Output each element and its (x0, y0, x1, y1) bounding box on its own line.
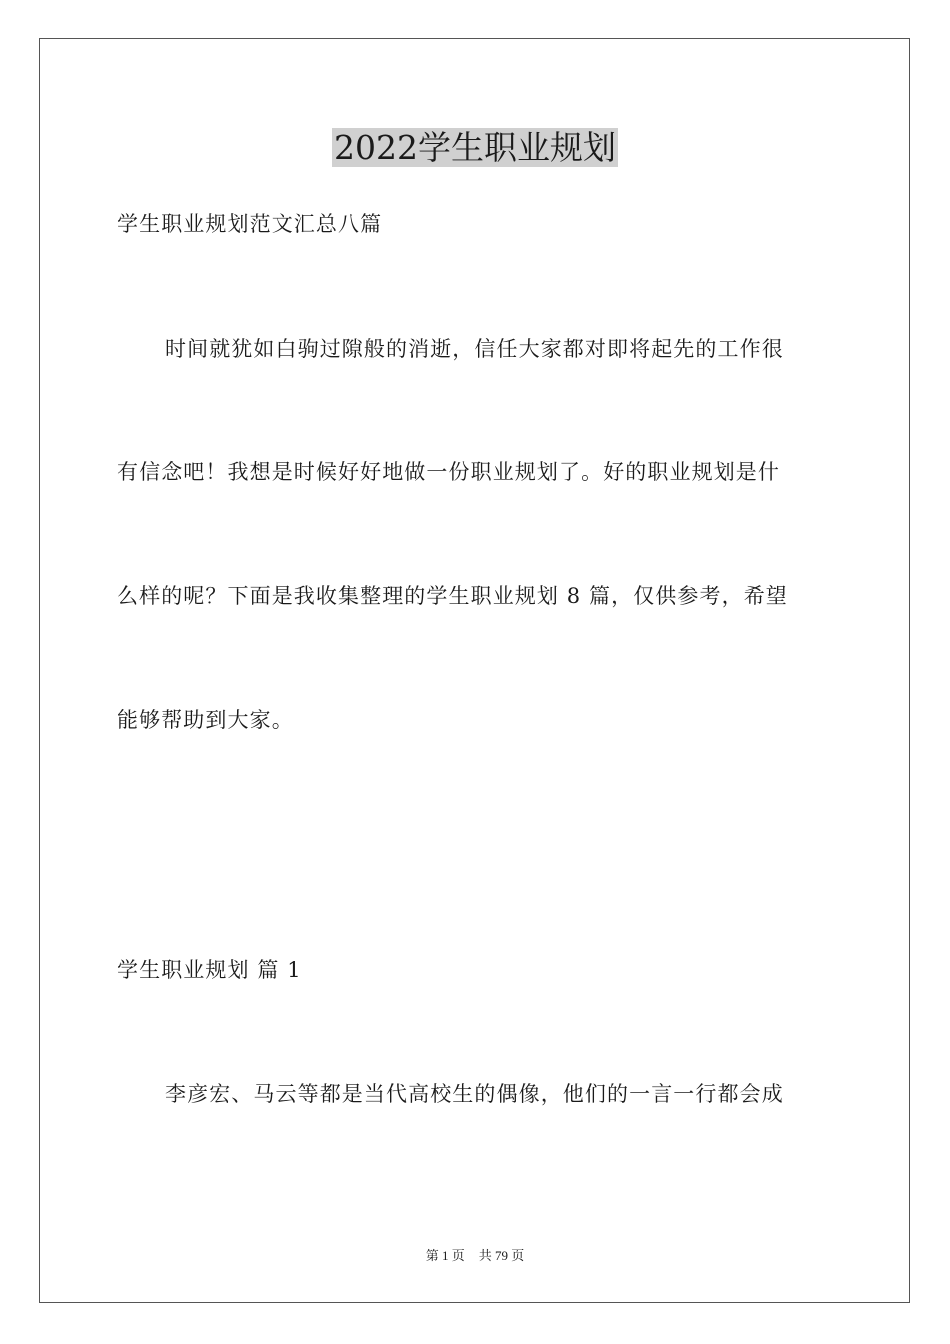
document-subtitle: 学生职业规划范文汇总八篇 (117, 212, 383, 236)
document-title-text: 2022学生职业规划 (334, 128, 616, 167)
page-number: 第 1 页 (425, 1248, 465, 1263)
intro-line-1: 时间就犹如白驹过隙般的消逝，信任大家都对即将起先的工作很 (165, 337, 784, 361)
section-first-line: 李彦宏、马云等都是当代高校生的偶像，他们的一言一行都会成 (165, 1082, 784, 1106)
document-title (0, 126, 950, 170)
intro-line-3: 么样的呢？下面是我收集整理的学生职业规划 8 篇，仅供参考，希望 (117, 584, 788, 608)
page-total: 共 79 页 (478, 1248, 525, 1263)
section-heading: 学生职业规划 篇 1 (117, 958, 302, 982)
intro-line-4: 能够帮助到大家。 (117, 708, 294, 732)
page-footer (0, 1247, 950, 1265)
intro-line-2: 有信念吧！我想是时候好好地做一份职业规划了。好的职业规划是什 (117, 460, 780, 484)
